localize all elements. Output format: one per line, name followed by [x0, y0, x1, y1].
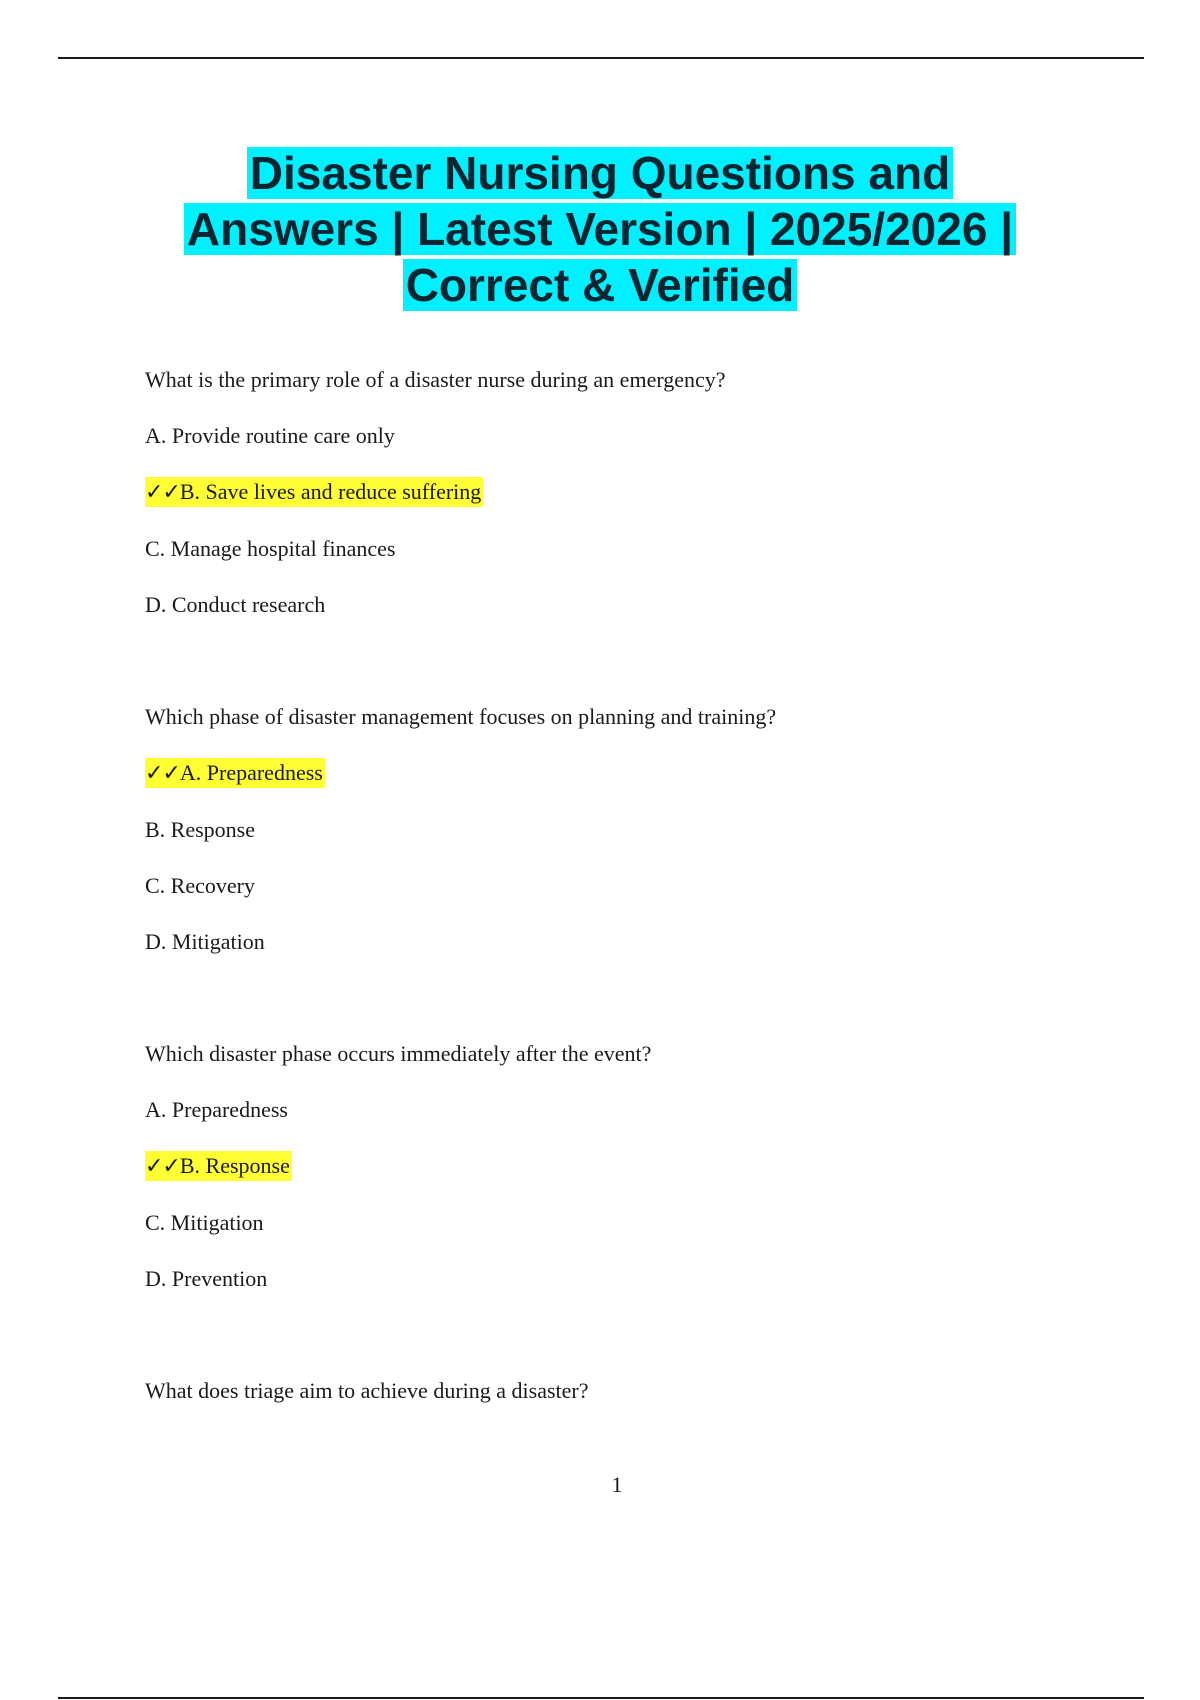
title-line: Correct & Verified — [0, 257, 1200, 313]
question-block — [145, 1377, 1145, 1405]
check-icon: ✓✓ — [145, 480, 180, 505]
answer-option: D. Conduct research — [145, 592, 326, 617]
question-block — [145, 703, 1145, 956]
question-text: What is the primary role of a disaster nurse during an emergency? — [145, 367, 726, 392]
question-text: Which phase of disaster management focuses on planning and training? — [145, 704, 777, 729]
question-text: Which disaster phase occurs immediately after the event? — [145, 1041, 652, 1066]
spacer — [145, 1321, 1145, 1377]
answer-highlight: ✓✓B. Response — [145, 1153, 290, 1179]
correct-answer-option — [145, 478, 1145, 507]
title-line: Disaster Nursing Questions and — [0, 145, 1200, 201]
answer-option: D. Prevention — [145, 1266, 268, 1291]
correct-answer-option — [145, 1152, 1145, 1181]
question-block — [145, 366, 1145, 619]
question-block — [145, 1040, 1145, 1293]
answer-option: B. Response — [145, 817, 255, 842]
title-line: Answers | Latest Version | 2025/2026 | — [0, 201, 1200, 257]
question-text: What does triage aim to achieve during a disaster? — [145, 1378, 589, 1403]
answer-option: C. Manage hospital finances — [145, 536, 396, 561]
question-list — [145, 366, 1145, 1433]
bottom-rule — [58, 1697, 1144, 1699]
answer-option: A. Provide routine care only — [145, 423, 395, 448]
answer-highlight: ✓✓A. Preparedness — [145, 760, 323, 786]
answer-option: A. Preparedness — [145, 1097, 288, 1122]
answer-highlight: ✓✓B. Save lives and reduce suffering — [145, 479, 482, 505]
check-icon: ✓✓ — [145, 1154, 180, 1179]
answer-option: C. Recovery — [145, 873, 255, 898]
document-title — [0, 145, 1200, 313]
answer-option: D. Mitigation — [145, 929, 265, 954]
answer-option: C. Mitigation — [145, 1210, 264, 1235]
correct-answer-option — [145, 759, 1145, 788]
check-icon: ✓✓ — [145, 761, 180, 786]
spacer — [145, 647, 1145, 703]
top-rule — [58, 57, 1144, 59]
spacer — [145, 984, 1145, 1040]
page-number: 1 — [611, 1472, 623, 1497]
